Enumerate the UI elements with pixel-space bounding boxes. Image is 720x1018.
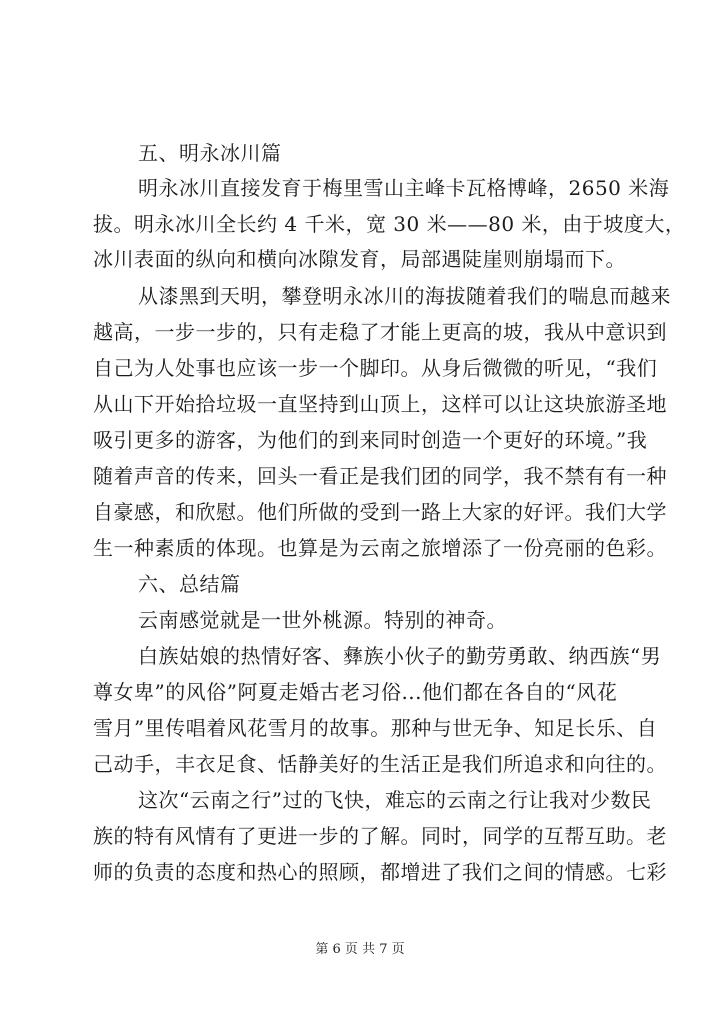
paragraph-line: 这次“云南之行”过的飞快，难忘的云南之行让我对少数民 bbox=[138, 788, 652, 812]
paragraph-line: 尊女卑”的风俗”阿夏走婚古老习俗...他们都在各自的“风花 bbox=[93, 680, 618, 704]
paragraph-line: 从山下开始拾垃圾一直坚持到山顶上，这样可以让这块旅游圣地 bbox=[93, 392, 667, 416]
paragraph-line: 越高，一步一步的，只有走稳了才能上更高的坡，我从中意识到 bbox=[93, 320, 667, 344]
heading-section-six: 六、总结篇 bbox=[138, 572, 241, 596]
paragraph-line: 生一种素质的体现。也算是为云南之旅增添了一份亮丽的色彩。 bbox=[93, 536, 667, 560]
paragraph-line: 从漆黑到天明，攀登明永冰川的海拔随着我们的喘息而越来 bbox=[138, 284, 671, 308]
paragraph-line: 云南感觉就是一世外桃源。特别的神奇。 bbox=[138, 608, 507, 632]
paragraph-line: 白族姑娘的热情好客、彝族小伙子的勤劳勇敢、纳西族“男 bbox=[138, 644, 662, 668]
paragraph-line: 吸引更多的游客，为他们的到来同时创造一个更好的环境。”我 bbox=[93, 428, 648, 452]
paragraph-line: 己动手，丰衣足食、恬静美好的生活正是我们所追求和向往的。 bbox=[93, 752, 667, 776]
paragraph-line: 雪月”里传唱着风花雪月的故事。那种与世无争、知足长乐、自 bbox=[93, 716, 658, 740]
page-number-footer: 第 6 页 共 7 页 bbox=[315, 942, 405, 957]
paragraph-line: 师的负责的态度和热心的照顾，都增进了我们之间的情感。七彩 bbox=[93, 860, 667, 884]
paragraph-line: 自己为人处事也应该一步一个脚印。从身后微微的听见，“我们 bbox=[93, 356, 658, 380]
paragraph-line: 族的特有风情有了更进一步的了解。同时，同学的互帮互助。老 bbox=[93, 824, 667, 848]
paragraph-line: 冰川表面的纵向和横向冰隙发育，局部遇陡崖则崩塌而下。 bbox=[93, 247, 626, 271]
paragraph-line: 拔。明永冰川全长约 4 千米，宽 30 米——80 米，由于坡度大， bbox=[93, 212, 686, 236]
heading-section-five: 五、明永冰川篇 bbox=[138, 141, 282, 165]
paragraph-line: 随着声音的传来，回头一看正是我们团的同学，我不禁有有一种 bbox=[93, 464, 667, 488]
paragraph-line: 自豪感，和欣慰。他们所做的受到一路上大家的好评。我们大学 bbox=[93, 500, 667, 524]
paragraph-line: 明永冰川直接发育于梅里雪山主峰卡瓦格博峰，2650 米海 bbox=[138, 176, 670, 200]
